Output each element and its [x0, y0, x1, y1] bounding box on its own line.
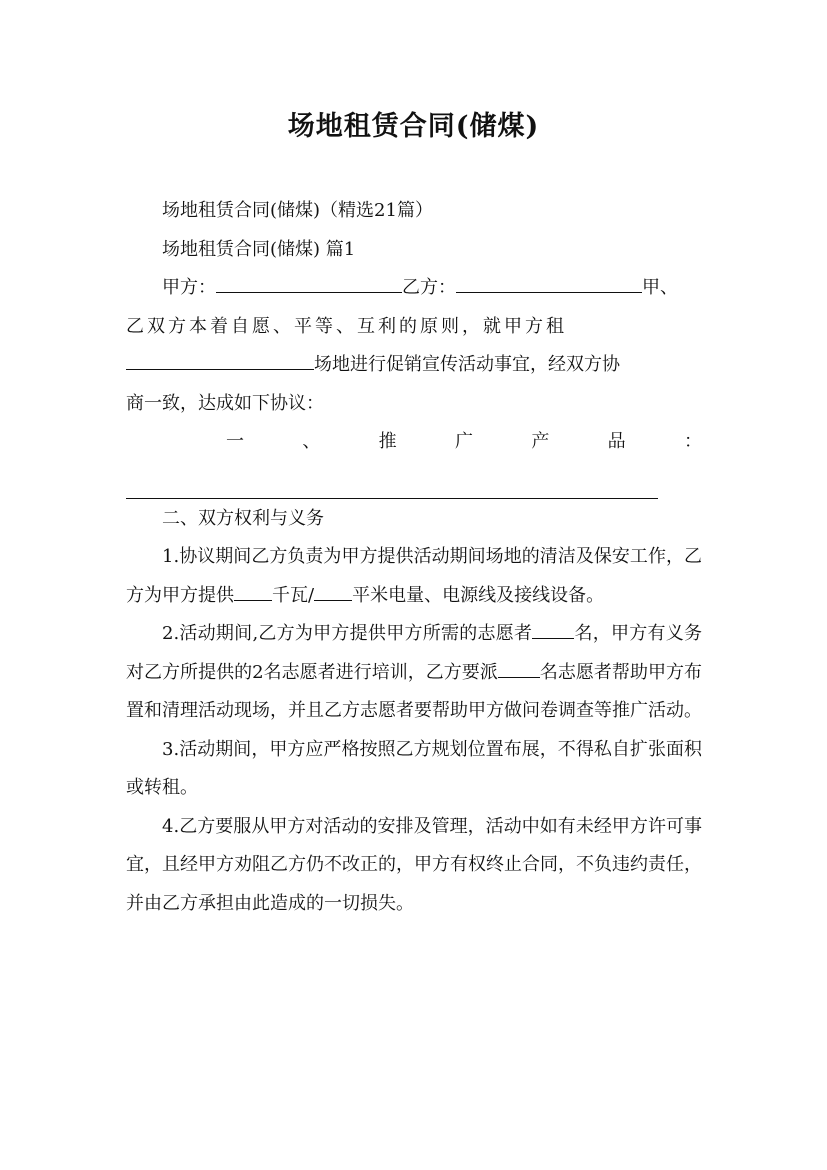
party-a-label: 甲方：	[162, 277, 216, 298]
parties-continuation: 甲、	[642, 277, 678, 298]
parties-line	[126, 269, 702, 308]
venue-blank	[126, 353, 314, 370]
document-title: 场地租赁合同(储煤)	[287, 111, 540, 142]
body-line: 乙双方本着自愿、平等、互利的原则，就甲方租	[126, 315, 567, 337]
promoted-product-heading	[126, 423, 702, 462]
rental-line	[126, 346, 702, 385]
clause-1-end: 平米电量、电源线及接线设备。	[352, 584, 605, 606]
heading-char: 品	[607, 431, 626, 452]
heading-char: 一	[226, 431, 244, 452]
clause-3: 3.活动期间，甲方应严格按照乙方规划位置布展，不得私自扩张面积或转租。	[126, 738, 702, 798]
power-blank	[234, 584, 272, 601]
product-blank	[126, 482, 658, 499]
party-b-label: 乙方：	[402, 277, 456, 298]
heading-char: 广	[454, 431, 473, 452]
rental-text: 场地进行促销宣传活动事宜，经双方协	[314, 354, 620, 375]
heading-char: 推	[378, 431, 397, 452]
clause-2-end: 名志愿者帮助甲方布置和清理活动现场，并且乙方志愿者要帮助甲方做问卷调查等推广活动。	[126, 661, 703, 721]
product-blank-line	[126, 462, 702, 500]
section-heading: 场地租赁合同(储煤) 篇1	[162, 238, 356, 260]
clause-2	[126, 615, 702, 731]
document-body	[126, 192, 702, 923]
volunteer-dispatch-blank	[498, 661, 540, 678]
party-a-blank	[216, 276, 402, 293]
clause-2-text: 2.活动期间,乙方为甲方提供甲方所需的志愿者	[162, 623, 533, 644]
clause-2-middle: 名，甲方有义务对乙方所提供的2名志愿者进行培训，乙方要派	[126, 623, 702, 683]
section-rights: 二、双方权利与义务	[162, 507, 324, 529]
area-blank	[314, 584, 352, 601]
clause-1	[126, 538, 702, 615]
agreement-line: 商一致，达成如下协议：	[126, 392, 324, 414]
heading-char: ：	[683, 431, 702, 452]
clause-1-unit: 千瓦/	[272, 584, 315, 606]
volunteer-count-blank	[532, 622, 574, 639]
heading-char: 、	[302, 431, 321, 452]
subtitle-line: 场地租赁合同(储煤)（精选21篇）	[162, 200, 433, 221]
clause-4: 4.乙方要服从甲方对活动的安排及管理，活动中如有未经甲方许可事宜，且经甲方劝阻乙方仍不改正的，甲方有权终止合同，不负违约责任，并由乙方承担由此造成的一切损失。	[126, 815, 702, 914]
heading-char: 产	[531, 431, 550, 452]
clause-1-text: 1.协议期间乙方负责为甲方提供活动期间场地的清洁及保安工作，乙方为甲方提供	[126, 546, 702, 606]
party-b-blank	[456, 276, 642, 293]
